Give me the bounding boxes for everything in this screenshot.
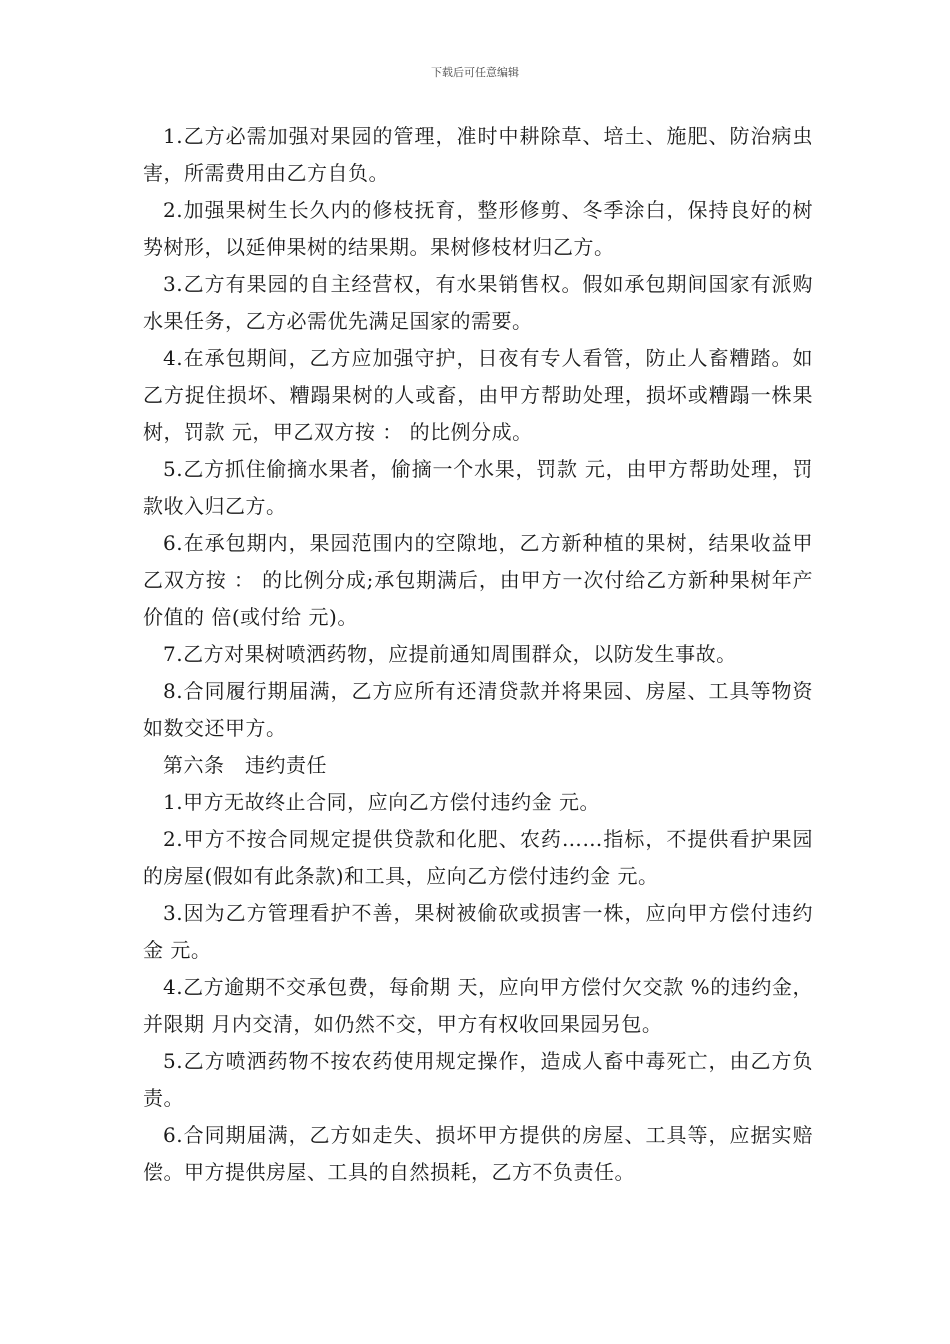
clause-paragraph: 2.甲方不按合同规定提供贷款和化肥、农药……指标，不提供看护果园的房屋(假如有此条款)和工具，应向乙方偿付违约金 元。 (143, 827, 813, 888)
page-header: 下载后可任意编辑 (431, 66, 519, 79)
section-heading: 第六条 违约责任 (163, 753, 327, 777)
clause-paragraph: 1.乙方必需加强对果园的管理，准时中耕除草、培土、施肥、防治病虫害，所需费用由乙方自负。 (143, 124, 813, 185)
clause-paragraph: 5.乙方抓住偷摘水果者，偷摘一个水果，罚款 元，由甲方帮助处理，罚款收入归乙方。 (143, 457, 813, 518)
document-body (143, 118, 813, 1191)
clause-paragraph: 7.乙方对果树喷洒药物，应提前通知周围群众，以防发生事故。 (163, 642, 737, 666)
clause-paragraph: 3.乙方有果园的自主经营权，有水果销售权。假如承包期间国家有派购水果任务，乙方必需优先满足国家的需要。 (143, 272, 813, 333)
clause-paragraph: 6.合同期届满，乙方如走失、损坏甲方提供的房屋、工具等，应据实赔偿。甲方提供房屋、工具的自然损耗，乙方不负责任。 (143, 1123, 813, 1184)
clause-paragraph: 3.因为乙方管理看护不善，果树被偷砍或损害一株，应向甲方偿付违约金 元。 (143, 901, 813, 962)
clause-paragraph: 8.合同履行期届满，乙方应所有还清贷款并将果园、房屋、工具等物资如数交还甲方。 (143, 679, 813, 740)
clause-paragraph: 4.乙方逾期不交承包费，每俞期 天，应向甲方偿付欠交款 %的违约金，并限期 月内交清，如仍然不交，甲方有权收回果园另包。 (143, 975, 813, 1036)
clause-paragraph: 4.在承包期间，乙方应加强守护，日夜有专人看管，防止人畜糟踏。如乙方捉住损坏、糟蹋果树的人或畜，由甲方帮助处理，损坏或糟蹋一株果树，罚款 元，甲乙双方按 ： 的比例分成。 (143, 346, 813, 444)
clause-paragraph: 5.乙方喷洒药物不按农药使用规定操作，造成人畜中毒死亡，由乙方负责。 (143, 1049, 813, 1110)
clause-paragraph: 6.在承包期内，果园范围内的空隙地，乙方新种植的果树，结果收益甲乙双方按 ： 的比例分成;承包期满后，由甲方一次付给乙方新种果树年产价值的 倍(或付给 元)。 (143, 531, 813, 629)
clause-paragraph: 2.加强果树生长久内的修枝抚育，整形修剪、冬季涂白，保持良好的树势树形，以延伸果树的结果期。果树修枝材归乙方。 (143, 198, 813, 259)
clause-paragraph: 1.甲方无故终止合同，应向乙方偿付违约金 元。 (163, 790, 600, 814)
